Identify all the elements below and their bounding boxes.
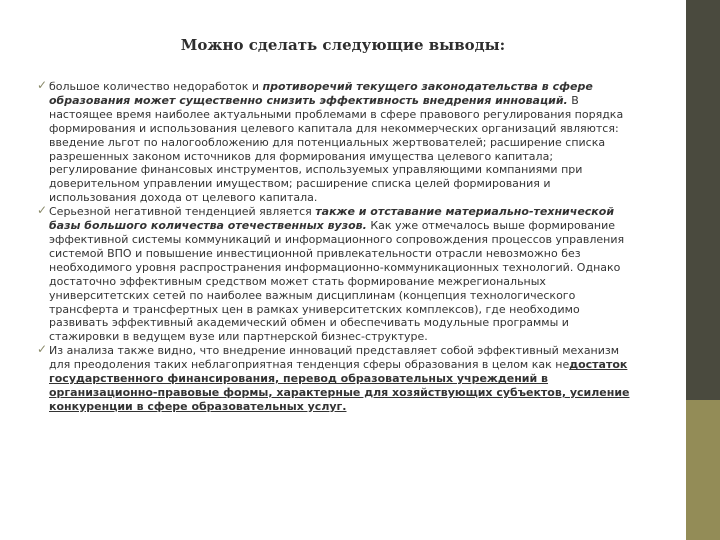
check-mark-icon: ✓ bbox=[37, 203, 48, 218]
list-item bbox=[37, 342, 634, 414]
check-mark-icon: ✓ bbox=[37, 342, 48, 357]
item-text: большое количество недоработок и bbox=[49, 80, 263, 93]
list-item bbox=[37, 78, 634, 205]
list-item bbox=[37, 203, 634, 344]
slide-title: Можно сделать следующие выводы: bbox=[180, 36, 506, 54]
item-text: Как уже отмечалось выше формирование эффективной системы коммуникаций и информационного сопровождения процессов управления системой ВПО и повышение инвестиционной привлекательности отрасли невозможно без необходимого уровня распространения информационно-коммуникационных технологий. Однако достаточно эффективным средством может стать формирование межрегиональных университетских сетей по наиболее важным дисциплинам (концепция технологического трансферта и трансфертных цен в рамках университетских комплексов), где необходимо развивать эффективный академический обмен и обеспечивать модульные программы и стажировки в ведущем вузе или партнерской бизнес-структуре. bbox=[49, 219, 625, 344]
item-text: Из анализа также видно, что внедрение инноваций представляет собой эффективный механизм для преодоления таких неблагоприятная тенденция сферы образования в целом как не bbox=[49, 344, 620, 372]
item-emphasis: достаток государственного финансирования, перевод образовательных учреждений в организационно-правовые формы, характерные для хозяйствующих субъектов, усиление конкуренции в сфере образовательных услуг. bbox=[49, 358, 630, 413]
side-rail-olive bbox=[686, 400, 720, 540]
item-emphasis: противоречий текущего законодательства в сфере образования может существенно снизить эффективность внедрения инноваций. bbox=[49, 80, 593, 107]
item-emphasis: также и отставание материально-технической базы большого количества отечественных вузов. bbox=[49, 205, 615, 233]
side-rail-dark bbox=[686, 0, 720, 400]
item-text: В настоящее время наиболее актуальными проблемами в сфере правового регулирования порядка формирования и использования целевого капитала для некоммерческих организаций являются: введение льгот по налогообложению для потенциальных жертвователей; расширение списка разрешенных законом источников для формирования имущества целевого капитала; регулирование финансовых инструментов, используемых управляющими компаниями при доверительном управлении имуществом; расширение списка целей формирования и использования дохода от целевого капитала. bbox=[49, 93, 624, 205]
conclusions-list bbox=[37, 78, 634, 414]
item-text: Серьезной негативной тенденцией является bbox=[49, 205, 316, 219]
check-mark-icon: ✓ bbox=[37, 78, 48, 92]
